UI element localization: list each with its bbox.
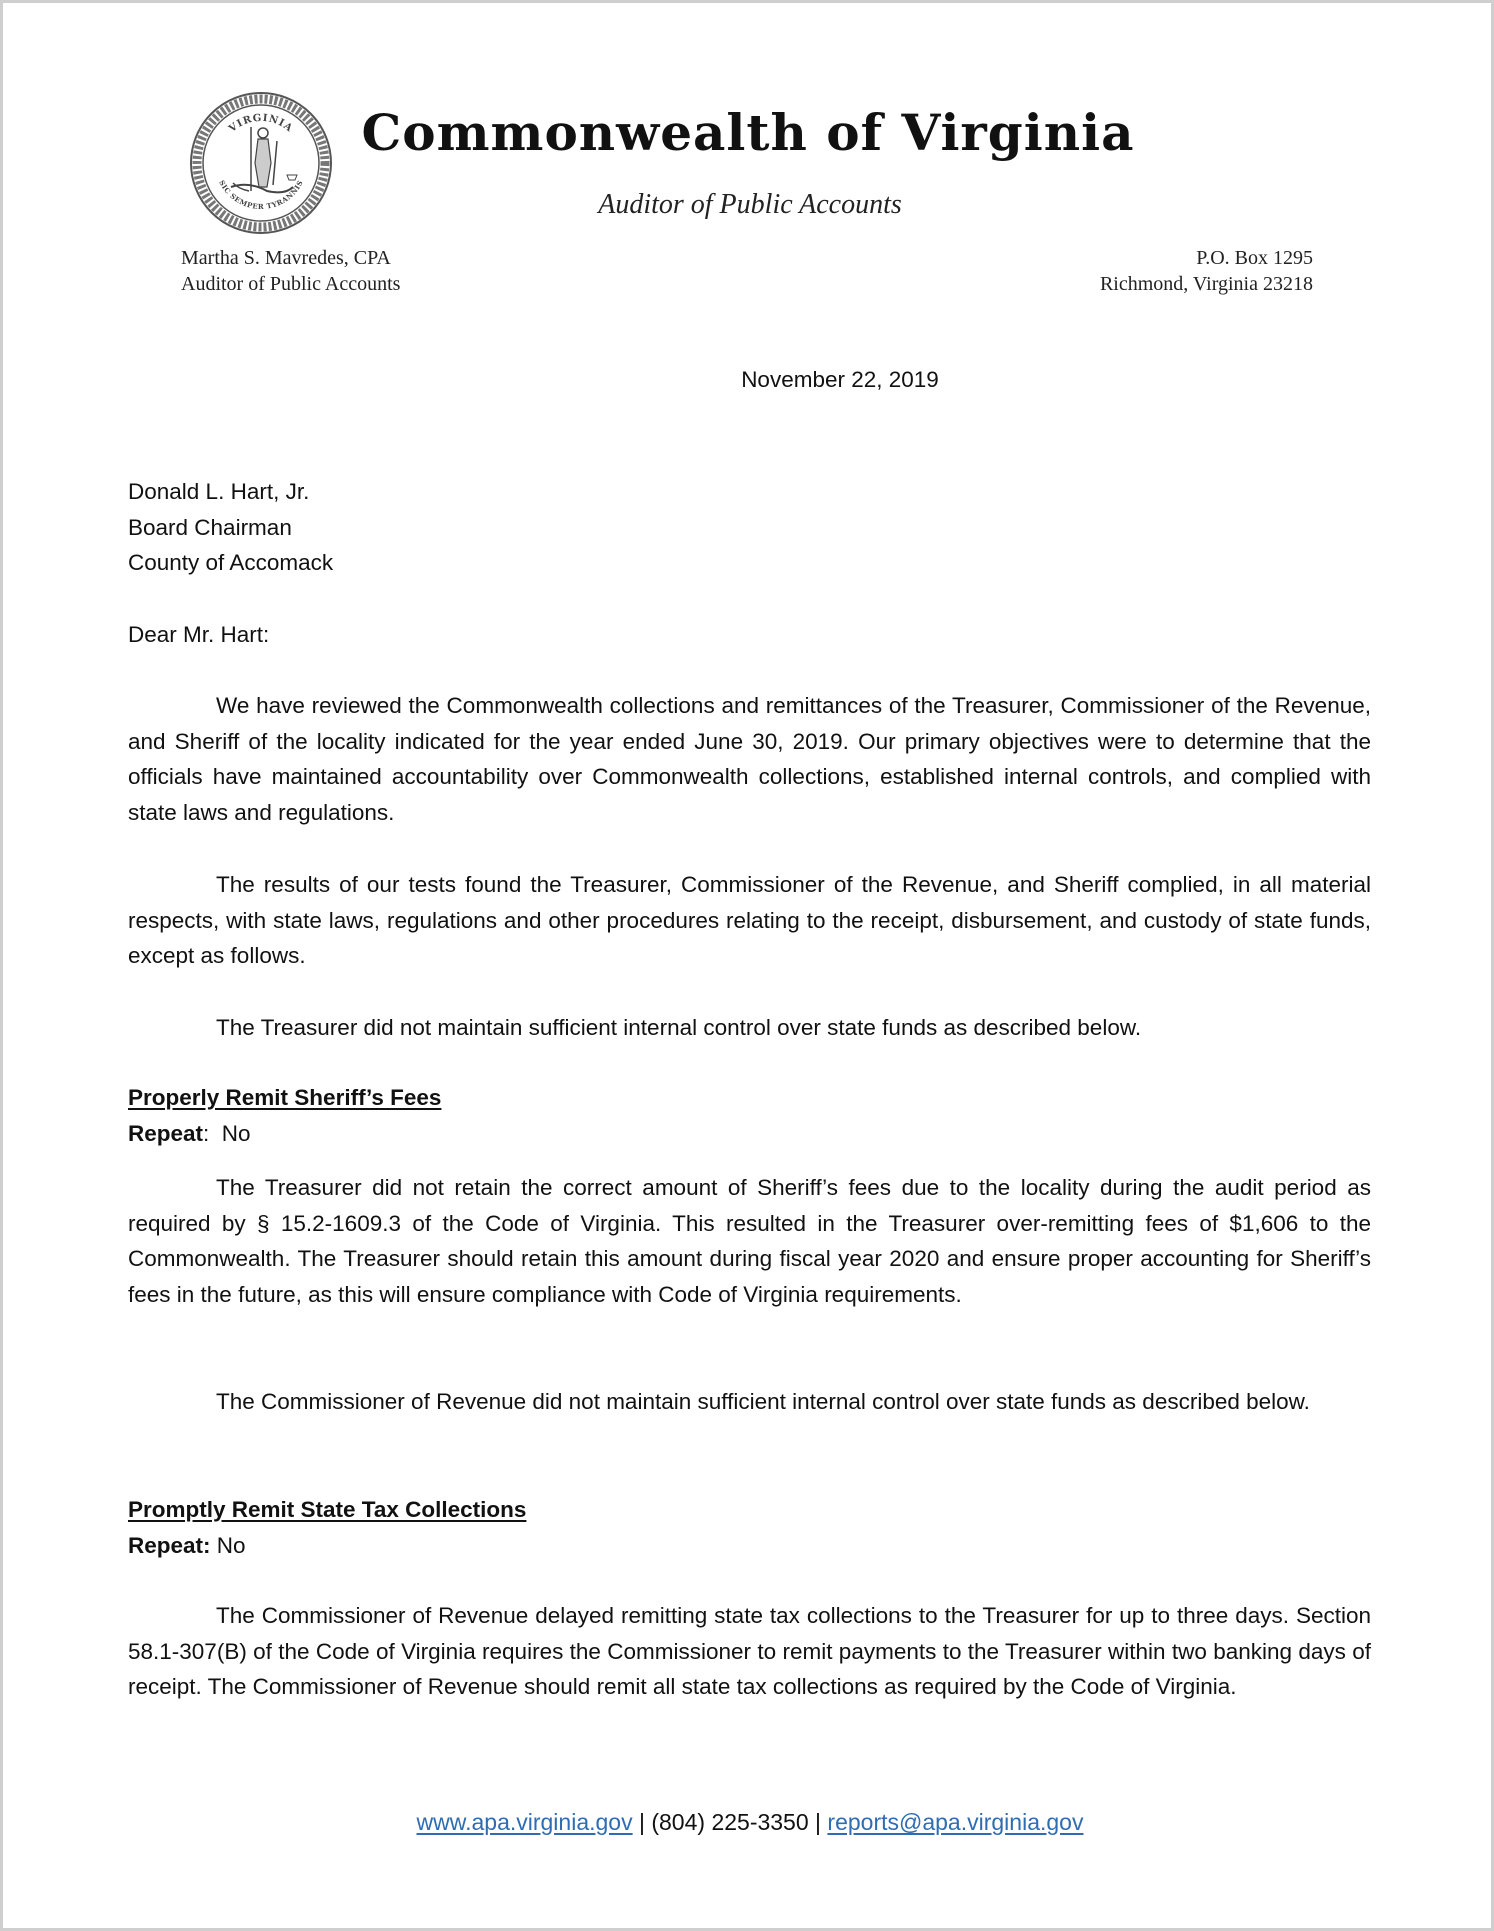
- finding-1: [128, 1080, 1371, 1151]
- address-line-2: Richmond, Virginia 23218: [1099, 273, 1313, 295]
- paragraph-commissioner-intro: The Commissioner of Revenue did not maintain sufficient internal control over state funds as described below.: [216, 1389, 1310, 1414]
- repeat-separator: :: [203, 1120, 222, 1146]
- seal-bottom-text: SIC SEMPER TYRANNIS: [217, 178, 305, 212]
- auditor-info: [181, 245, 400, 297]
- letter-date: November 22, 2019: [741, 367, 939, 392]
- letterhead-title: Commonwealth of Virginia: [361, 103, 1135, 162]
- footer-separator: |: [808, 1809, 828, 1835]
- paragraph-treasurer-intro: The Treasurer did not maintain sufficient internal control over state funds as described below.: [216, 1015, 1142, 1040]
- recipient-title: Board Chairman: [128, 514, 292, 540]
- finding-repeat: [128, 1528, 1371, 1564]
- salutation: Dear Mr. Hart:: [128, 622, 270, 647]
- finding-1-body: The Treasurer did not retain the correct amount of Sheriff’s fees due to the locality during the audit period as required by § 15.2-1609.3 of the Code of Virginia. This resulted in the Treasurer over-remitting fees of $1,606 to the Commonwealth. The Treasurer should retain this amount during fiscal year 2020 and ensure proper accounting for Sheriff’s fees in the future, as this will ensure compliance with Code of Virginia requirements.: [128, 1175, 1371, 1308]
- repeat-label: Repeat:: [128, 1532, 211, 1558]
- paragraph-intro: We have reviewed the Commonwealth collections and remittances of the Treasurer, Commissioner of the Revenue, and Sheriff of the locality indicated for the year ended June 30, 2019. Our primary objectives were to determine that the officials have maintained accountability over Commonwealth collections, established internal controls, and complied with state laws and regulations.: [128, 693, 1371, 826]
- mailing-address: [1100, 245, 1313, 297]
- recipient-name: Donald L. Hart, Jr.: [128, 479, 310, 504]
- phone-number: (804) 225-3350: [651, 1809, 809, 1835]
- finding-heading: Promptly Remit State Tax Collections: [128, 1497, 527, 1522]
- finding-2: [128, 1492, 1371, 1563]
- footer-separator: |: [632, 1809, 652, 1835]
- address-line-1: P.O. Box 1295: [1196, 247, 1313, 269]
- finding-repeat: [128, 1116, 1371, 1152]
- seal-top-text: VIRGINIA: [227, 112, 295, 135]
- repeat-value: No: [221, 1120, 251, 1146]
- auditor-role: Auditor of Public Accounts: [181, 273, 401, 295]
- repeat-value: No: [216, 1532, 246, 1558]
- finding-2-body: The Commissioner of Revenue delayed remitting state tax collections to the Treasurer for up to three days. Section 58.1-307(B) of the Code of Virginia requires the Commissioner to remit payments to the Treasurer within two banking days of receipt. The Commissioner of Revenue should remit all state tax collections as required by the Code of Virginia.: [128, 1603, 1371, 1700]
- recipient-block: [128, 474, 1371, 581]
- website-link[interactable]: www.apa.virginia.gov: [416, 1809, 633, 1835]
- auditor-name: Martha S. Mavredes, CPA: [181, 247, 391, 269]
- repeat-label: Repeat: [128, 1120, 204, 1146]
- email-link[interactable]: reports@apa.virginia.gov: [827, 1809, 1084, 1835]
- finding-heading: Properly Remit Sheriff’s Fees: [128, 1085, 442, 1110]
- paragraph-results: The results of our tests found the Treasurer, Commissioner of the Revenue, and Sheriff complied, in all material respects, with state laws, regulations and other procedures relating to the receipt, disbursement, and custody of state funds, except as follows.: [128, 872, 1371, 969]
- recipient-organization: County of Accomack: [128, 550, 334, 576]
- letterhead-subtitle: Auditor of Public Accounts: [598, 189, 902, 220]
- footer-contact: [3, 1809, 1494, 1836]
